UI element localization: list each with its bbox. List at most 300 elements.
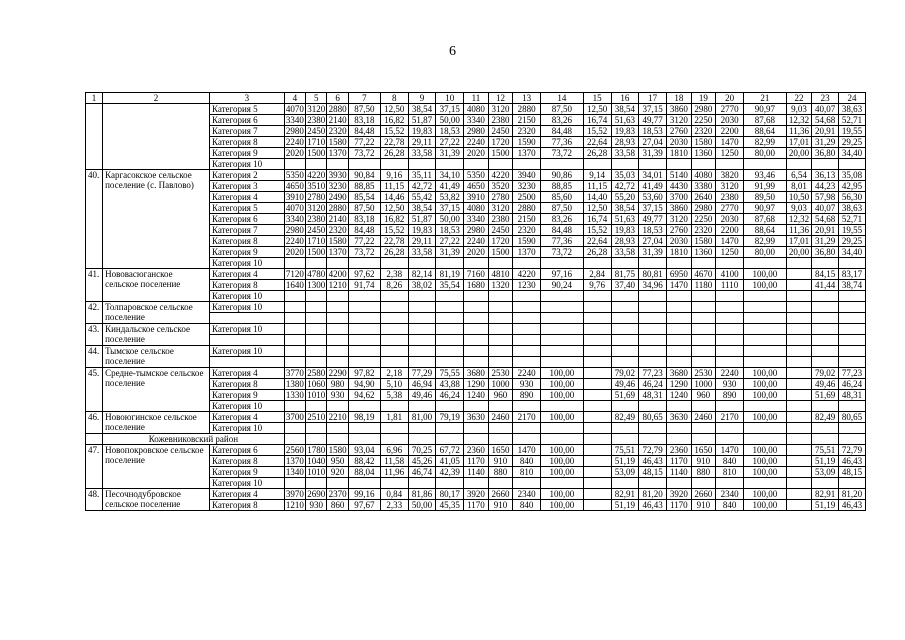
- table-cell: 43,88: [436, 379, 464, 390]
- table-cell: 1140: [464, 467, 489, 478]
- table-cell: [583, 423, 611, 434]
- table-cell: [667, 159, 692, 170]
- table-cell: 9,03: [786, 104, 812, 115]
- table-cell: 3910: [285, 192, 304, 202]
- table-cell: 3120: [307, 104, 326, 114]
- table-cell: 2360: [667, 445, 692, 456]
- table-cell: [488, 335, 513, 346]
- table-cell: 1320: [488, 280, 513, 291]
- category-label: Категория 10: [209, 302, 284, 313]
- table-cell: [691, 434, 716, 445]
- table-cell: 930: [306, 500, 327, 511]
- table-cell: 9,03: [786, 203, 812, 214]
- table-cell: [348, 357, 380, 368]
- table-cell: 38,54: [611, 203, 639, 214]
- table-cell: 91,74: [348, 280, 380, 291]
- table-cell: [436, 313, 464, 324]
- table-cell: 9,76: [583, 280, 611, 291]
- table-cell: 4100: [716, 269, 744, 280]
- table-cell: 55,20: [611, 192, 639, 203]
- table-cell: [488, 159, 513, 170]
- table-cell: [408, 434, 436, 445]
- table-cell: 77,22: [348, 137, 380, 148]
- table-cell: 28,93: [611, 236, 639, 247]
- table-cell: 1580: [328, 137, 347, 147]
- table-cell: 2980: [691, 203, 716, 214]
- table-cell: [306, 324, 327, 335]
- table-cell: 84,48: [348, 225, 380, 236]
- data-table: [85, 92, 866, 511]
- table-cell: 51,69: [611, 390, 639, 401]
- table-cell: 80,81: [639, 269, 667, 280]
- category-label: Категория 9: [209, 390, 284, 401]
- table-cell: 16,82: [380, 115, 408, 126]
- table-cell: 38,54: [611, 104, 639, 115]
- row-number: 41.: [86, 269, 103, 302]
- table-cell: 37,40: [611, 280, 639, 291]
- table-cell: 910: [691, 500, 716, 511]
- table-cell: 89,50: [743, 192, 786, 203]
- table-cell: [716, 324, 744, 335]
- table-cell: 1500: [307, 247, 326, 257]
- table-cell: [348, 291, 380, 302]
- table-cell: [716, 434, 744, 445]
- table-cell: 3770: [285, 368, 304, 378]
- table-cell: [583, 456, 611, 467]
- table-cell: 29,25: [839, 236, 866, 247]
- table-cell: [611, 401, 639, 412]
- table-cell: 2200: [716, 225, 744, 236]
- table-cell: 88,04: [348, 467, 380, 478]
- table-cell: 3120: [488, 104, 513, 115]
- table-cell: [691, 346, 716, 357]
- table-cell: 3860: [667, 104, 692, 115]
- table-cell: [348, 159, 380, 170]
- table-cell: [327, 291, 348, 302]
- table-cell: 2030: [667, 137, 692, 148]
- table-cell: [786, 434, 812, 445]
- table-cell: 36,13: [812, 170, 839, 181]
- table-cell: 77,22: [348, 236, 380, 247]
- table-cell: 11,36: [786, 225, 812, 236]
- table-cell: [667, 324, 692, 335]
- table-cell: [436, 346, 464, 357]
- table-cell: 53,82: [436, 192, 464, 203]
- table-cell: [327, 401, 348, 412]
- table-cell: [743, 335, 786, 346]
- table-cell: 100,00: [541, 467, 584, 478]
- table-cell: 9,14: [583, 170, 611, 181]
- row-number: 43.: [86, 324, 103, 346]
- table-cell: 11,36: [786, 126, 812, 137]
- table-cell: [583, 401, 611, 412]
- table-cell: 2380: [488, 115, 513, 126]
- table-cell: 38,02: [408, 280, 436, 291]
- table-cell: [541, 434, 584, 445]
- table-cell: 1370: [285, 456, 304, 466]
- table-cell: 37,15: [436, 203, 464, 214]
- table-cell: 73,72: [348, 247, 380, 258]
- table-cell: [380, 159, 408, 170]
- table-cell: [667, 357, 692, 368]
- table-cell: [583, 500, 611, 511]
- table-cell: 1170: [464, 456, 489, 467]
- table-cell: [464, 346, 489, 357]
- table-cell: 22,78: [380, 137, 408, 148]
- table-cell: 3340: [285, 214, 304, 224]
- table-cell: 3910: [464, 192, 489, 203]
- table-cell: 34,01: [639, 170, 667, 181]
- table-cell: 15,52: [380, 126, 408, 137]
- table-cell: 40,07: [812, 203, 839, 214]
- table-cell: 1470: [716, 137, 744, 148]
- table-cell: 15,52: [583, 126, 611, 137]
- table-cell: 27,04: [639, 236, 667, 247]
- table-cell: [327, 302, 348, 313]
- table-cell: 3340: [285, 115, 304, 125]
- table-cell: 4810: [488, 269, 513, 280]
- table-cell: 53,60: [639, 192, 667, 203]
- table-cell: 2880: [328, 104, 347, 114]
- table-cell: [306, 258, 327, 269]
- table-cell: 42,95: [839, 181, 866, 192]
- table-cell: [583, 291, 611, 302]
- table-cell: 950: [327, 456, 348, 467]
- table-cell: 5350: [285, 170, 304, 180]
- table-cell: 29,11: [408, 236, 436, 247]
- table-cell: 75,51: [812, 445, 839, 456]
- table-cell: 100,00: [743, 456, 786, 467]
- table-cell: 2200: [716, 126, 744, 137]
- table-row: [86, 368, 866, 379]
- table-row: [86, 324, 866, 335]
- table-cell: 2210: [328, 412, 347, 422]
- table-cell: [327, 434, 348, 445]
- table-cell: [716, 313, 744, 324]
- table-cell: [639, 423, 667, 434]
- table-cell: 27,04: [639, 137, 667, 148]
- table-cell: 880: [488, 467, 513, 478]
- table-cell: 49,77: [639, 115, 667, 126]
- column-header: 18: [667, 93, 692, 104]
- table-cell: [284, 313, 305, 324]
- table-cell: 1650: [488, 445, 513, 456]
- table-cell: 81,86: [408, 489, 436, 500]
- table-cell: [786, 401, 812, 412]
- table-cell: [488, 324, 513, 335]
- table-cell: 50,00: [408, 500, 436, 511]
- table-cell: 1710: [307, 137, 326, 147]
- table-cell: 90,86: [541, 170, 584, 181]
- table-cell: 3630: [464, 412, 489, 423]
- table-cell: 12,50: [583, 203, 611, 214]
- table-cell: 80,17: [436, 489, 464, 500]
- table-cell: 1360: [691, 247, 716, 258]
- table-cell: 2780: [488, 192, 513, 203]
- table-cell: 4220: [307, 170, 326, 180]
- table-cell: 100,00: [743, 445, 786, 456]
- table-cell: [513, 335, 541, 346]
- table-cell: 2460: [691, 412, 716, 423]
- table-cell: [513, 434, 541, 445]
- table-cell: 2360: [464, 445, 489, 456]
- table-cell: 2640: [691, 192, 716, 203]
- table-cell: [408, 478, 436, 489]
- category-label: Категория 9: [209, 148, 284, 159]
- table-cell: [380, 335, 408, 346]
- table-cell: 79,02: [611, 368, 639, 379]
- table-cell: 88,42: [348, 456, 380, 467]
- table-cell: [667, 478, 692, 489]
- table-cell: 930: [327, 390, 348, 401]
- table-cell: 82,49: [611, 412, 639, 423]
- table-cell: 51,19: [812, 500, 839, 511]
- table-cell: [488, 401, 513, 412]
- table-cell: [639, 159, 667, 170]
- table-cell: 1470: [716, 445, 744, 456]
- table-cell: 48,31: [639, 390, 667, 401]
- table-cell: [284, 302, 305, 313]
- table-cell: [639, 313, 667, 324]
- table-cell: [667, 258, 692, 269]
- table-cell: 49,46: [611, 379, 639, 390]
- table-cell: [284, 324, 305, 335]
- table-cell: 910: [488, 456, 513, 467]
- table-cell: 16,74: [583, 115, 611, 126]
- table-cell: 90,97: [743, 203, 786, 214]
- table-cell: 1210: [285, 500, 304, 510]
- table-cell: [786, 412, 812, 423]
- table-cell: 12,50: [380, 203, 408, 214]
- table-cell: 3940: [513, 170, 541, 181]
- settlement-name: Киндальское сельское поселение: [103, 324, 210, 346]
- table-cell: 33,58: [408, 247, 436, 258]
- table-cell: 46,43: [639, 500, 667, 511]
- table-cell: [743, 357, 786, 368]
- table-cell: 2580: [307, 368, 326, 378]
- table-cell: 79,19: [436, 412, 464, 423]
- table-cell: 1500: [488, 148, 513, 159]
- table-cell: [667, 346, 692, 357]
- table-cell: [284, 478, 305, 489]
- table-cell: [541, 324, 584, 335]
- table-cell: 1720: [488, 137, 513, 148]
- table-cell: [464, 258, 489, 269]
- table-cell: [408, 291, 436, 302]
- table-cell: [348, 401, 380, 412]
- table-cell: 2,38: [380, 269, 408, 280]
- table-cell: [488, 313, 513, 324]
- settlement-name: Новопокровское сельское поселение: [103, 445, 210, 489]
- category-label: Категория 6: [209, 214, 284, 225]
- table-cell: 8,01: [786, 181, 812, 192]
- table-cell: 34,40: [839, 148, 866, 159]
- table-cell: 6950: [667, 269, 692, 280]
- table-cell: [839, 159, 866, 170]
- table-cell: 1370: [328, 247, 347, 257]
- table-cell: 1210: [328, 280, 347, 290]
- table-cell: [639, 335, 667, 346]
- table-cell: [583, 368, 611, 379]
- table-cell: 1580: [691, 137, 716, 148]
- table-cell: [436, 401, 464, 412]
- table-cell: [583, 412, 611, 423]
- table-cell: 2380: [488, 214, 513, 225]
- table-cell: 51,19: [812, 456, 839, 467]
- table-cell: 840: [513, 456, 541, 467]
- column-header: 12: [488, 93, 513, 104]
- table-cell: [839, 357, 866, 368]
- table-cell: [743, 324, 786, 335]
- table-cell: 42,39: [436, 467, 464, 478]
- table-cell: [691, 258, 716, 269]
- table-cell: [488, 302, 513, 313]
- row-number: 45.: [86, 368, 103, 412]
- table-cell: [408, 159, 436, 170]
- table-cell: [306, 346, 327, 357]
- table-cell: [786, 335, 812, 346]
- table-cell: 980: [327, 379, 348, 390]
- table-cell: 54,68: [812, 214, 839, 225]
- table-cell: 4220: [513, 269, 541, 280]
- table-body: [86, 93, 866, 511]
- settlement-name: Новоюгинское сельское поселение: [103, 412, 210, 434]
- table-cell: [348, 335, 380, 346]
- table-cell: [716, 401, 744, 412]
- table-cell: [786, 390, 812, 401]
- table-cell: [743, 346, 786, 357]
- table-cell: [464, 335, 489, 346]
- table-cell: 17,01: [786, 137, 812, 148]
- table-cell: 2140: [328, 214, 347, 224]
- table-cell: [306, 335, 327, 346]
- table-cell: [839, 478, 866, 489]
- table-cell: 12,32: [786, 115, 812, 126]
- district-spacer: [86, 434, 103, 445]
- table-cell: 83,26: [541, 214, 584, 225]
- table-cell: 77,36: [541, 236, 584, 247]
- settlement-name: Средне-тымское сельское поселение: [103, 368, 210, 412]
- table-cell: 2250: [691, 115, 716, 126]
- table-cell: [786, 423, 812, 434]
- table-cell: 1580: [328, 236, 347, 246]
- table-cell: 6,96: [380, 445, 408, 456]
- table-cell: [786, 324, 812, 335]
- table-cell: [583, 313, 611, 324]
- table-cell: 70,25: [408, 445, 436, 456]
- table-cell: 37,15: [639, 203, 667, 214]
- table-cell: [541, 478, 584, 489]
- table-cell: 51,19: [611, 500, 639, 511]
- table-cell: 38,54: [408, 203, 436, 214]
- table-cell: 81,20: [839, 489, 866, 500]
- table-cell: 52,71: [839, 115, 866, 126]
- table-cell: [583, 357, 611, 368]
- table-cell: 1810: [667, 247, 692, 258]
- table-cell: 100,00: [541, 500, 584, 511]
- table-cell: [743, 313, 786, 324]
- table-cell: 36,80: [812, 148, 839, 159]
- table-cell: 930: [513, 379, 541, 390]
- table-cell: 2320: [328, 126, 347, 136]
- table-row: [86, 346, 866, 357]
- table-cell: [786, 313, 812, 324]
- table-cell: [667, 302, 692, 313]
- table-cell: 42,72: [611, 181, 639, 192]
- table-cell: 83,26: [541, 115, 584, 126]
- table-cell: [541, 423, 584, 434]
- table-cell: 1230: [513, 280, 541, 291]
- table-cell: 18,53: [436, 126, 464, 137]
- table-cell: [786, 368, 812, 379]
- table-cell: 3920: [667, 489, 692, 500]
- table-cell: [812, 357, 839, 368]
- table-cell: 17,01: [786, 236, 812, 247]
- table-cell: 2760: [667, 225, 692, 236]
- table-cell: 81,19: [436, 269, 464, 280]
- table-cell: 48,15: [639, 467, 667, 478]
- table-cell: [639, 324, 667, 335]
- table-cell: 2240: [513, 368, 541, 379]
- column-header: 17: [639, 93, 667, 104]
- district-title: Кожевниковский район: [103, 434, 285, 445]
- table-cell: [691, 313, 716, 324]
- table-cell: 55,42: [408, 192, 436, 203]
- table-cell: 51,19: [611, 456, 639, 467]
- table-cell: 2510: [307, 412, 326, 422]
- category-label: Категория 10: [209, 478, 284, 489]
- table-cell: [639, 302, 667, 313]
- table-cell: 22,64: [583, 236, 611, 247]
- category-label: Категория 3: [209, 181, 284, 192]
- table-cell: [611, 357, 639, 368]
- table-cell: 46,74: [408, 467, 436, 478]
- table-cell: [284, 423, 305, 434]
- table-cell: [691, 335, 716, 346]
- table-cell: 100,00: [743, 379, 786, 390]
- table-cell: 26,28: [380, 148, 408, 159]
- table-cell: 840: [716, 456, 744, 467]
- table-cell: 31,29: [812, 137, 839, 148]
- table-cell: 54,68: [812, 115, 839, 126]
- table-cell: 73,72: [541, 247, 584, 258]
- table-cell: 2660: [488, 489, 513, 500]
- column-header: 16: [611, 93, 639, 104]
- table-cell: 11,15: [583, 181, 611, 192]
- table-cell: 2320: [691, 126, 716, 137]
- table-cell: 2,33: [380, 500, 408, 511]
- table-cell: 2,18: [380, 368, 408, 379]
- table-cell: [611, 434, 639, 445]
- table-cell: 11,96: [380, 467, 408, 478]
- table-cell: 26,28: [583, 148, 611, 159]
- table-cell: [348, 346, 380, 357]
- table-cell: 41,44: [812, 280, 839, 291]
- table-cell: [639, 478, 667, 489]
- table-cell: 35,54: [436, 280, 464, 291]
- table-cell: 35,08: [839, 170, 866, 181]
- table-cell: [786, 302, 812, 313]
- table-cell: 82,99: [743, 137, 786, 148]
- table-cell: 14,40: [583, 192, 611, 203]
- table-cell: [583, 390, 611, 401]
- table-cell: [786, 445, 812, 456]
- table-cell: [743, 423, 786, 434]
- table-cell: 2020: [464, 148, 489, 159]
- table-cell: [639, 434, 667, 445]
- table-cell: 31,39: [436, 148, 464, 159]
- table-row: [86, 412, 866, 423]
